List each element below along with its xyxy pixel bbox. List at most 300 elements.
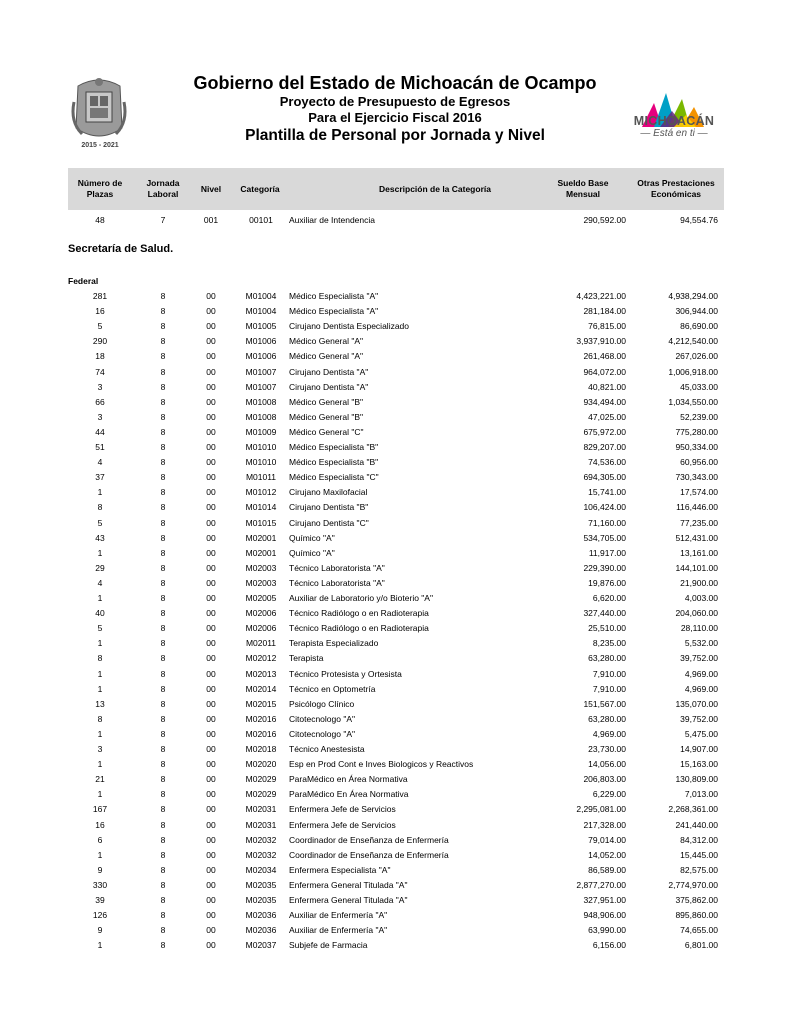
cell-descripcion: Técnico Anestesista <box>289 744 365 754</box>
cell-nivel: 00 <box>206 804 216 815</box>
cell-categoria: M02013 <box>245 668 277 679</box>
cell-otras: 5,475.00 <box>684 728 718 739</box>
cell-categoria: M02031 <box>245 804 277 815</box>
cell-descripcion: Químico "A" <box>289 547 335 558</box>
cell-categoria: M01006 <box>245 336 277 347</box>
cell-plazas: 51 <box>95 442 105 452</box>
cell-otras: 94,554.76 <box>680 215 718 225</box>
cell-nivel: 00 <box>206 895 216 905</box>
cell-plazas: 29 <box>95 562 105 573</box>
cell-otras: 60,956.00 <box>680 457 718 468</box>
cell-otras: 4,003.00 <box>684 593 718 603</box>
cell-categoria: M02014 <box>245 683 277 694</box>
cell-plazas: 290 <box>92 336 108 347</box>
col-sueldo-header: Sueldo Base Mensual <box>557 178 609 199</box>
cell-descripcion: Cirujano Maxilofacial <box>289 487 368 498</box>
cell-descripcion: Terapista Especializado <box>289 638 379 649</box>
col-jornada-header: Jornada Laboral <box>146 178 180 199</box>
table-row <box>68 455 724 469</box>
cell-otras: 267,026.00 <box>675 351 718 362</box>
cell-sueldo: 694,305.00 <box>583 472 626 483</box>
cell-sueldo: 2,877,270.00 <box>576 879 626 890</box>
cell-descripcion: Auxiliar de Laboratorio y/o Bioterio "A" <box>289 593 433 603</box>
cell-otras: 15,445.00 <box>680 849 718 860</box>
cell-sueldo: 948,906.00 <box>583 910 626 921</box>
cell-plazas: 3 <box>97 744 103 754</box>
cell-otras: 17,574.00 <box>680 487 718 498</box>
cell-otras: 5,532.00 <box>684 638 718 649</box>
cell-sueldo: 76,815.00 <box>588 321 626 332</box>
cell-categoria: M01007 <box>245 381 277 392</box>
cell-nivel: 00 <box>206 819 216 830</box>
seal-years: 2015 - 2021 <box>81 142 119 149</box>
cell-nivel: 00 <box>206 759 216 770</box>
cell-categoria: M01005 <box>245 321 277 332</box>
cell-plazas: 9 <box>97 925 103 936</box>
cell-plazas: 8 <box>97 653 103 664</box>
cell-sueldo: 675,972.00 <box>583 426 626 437</box>
cell-otras: 130,809.00 <box>675 774 718 785</box>
cell-jornada: 8 <box>160 834 166 845</box>
cell-descripcion: Médico General "B" <box>289 411 364 422</box>
cell-sueldo: 964,072.00 <box>583 366 626 377</box>
cell-jornada: 8 <box>160 759 166 770</box>
cell-categoria: M02012 <box>245 653 277 664</box>
table-row <box>68 485 724 499</box>
cell-descripcion: Cirujano Dentista Especializado <box>289 321 410 332</box>
cell-categoria: M02029 <box>245 774 277 785</box>
cell-sueldo: 4,423,221.00 <box>576 291 626 301</box>
cell-nivel: 00 <box>206 457 216 468</box>
document-subtitle-3: Plantilla de Personal por Jornada y Nivel <box>245 127 545 144</box>
cell-plazas: 5 <box>97 623 103 634</box>
cell-otras: 306,944.00 <box>675 306 718 317</box>
cell-plazas: 3 <box>97 411 103 422</box>
table-row <box>68 425 724 439</box>
cell-jornada: 8 <box>160 457 166 468</box>
cell-otras: 4,938,294.00 <box>668 291 718 301</box>
col-nivel-header: Nivel <box>200 183 222 194</box>
document-header <box>170 72 620 146</box>
cell-otras: 84,312.00 <box>680 834 718 845</box>
cell-nivel: 00 <box>206 683 216 694</box>
table-row <box>68 365 724 379</box>
cell-otras: 14,907.00 <box>680 744 718 754</box>
cell-descripcion: Enfermera Especialista "A" <box>289 864 391 875</box>
cell-nivel: 00 <box>206 864 216 875</box>
cell-jornada: 8 <box>160 879 166 890</box>
cell-categoria: M01007 <box>245 366 277 377</box>
col-descripcion-header: Descripción de la Categoría <box>379 183 491 194</box>
cell-categoria: M01008 <box>245 411 277 422</box>
cell-otras: 775,280.00 <box>675 426 718 437</box>
cell-sueldo: 217,328.00 <box>583 819 626 830</box>
cell-categoria: M01004 <box>245 291 277 301</box>
cell-otras: 28,110.00 <box>680 623 718 634</box>
logo-text <box>624 114 724 139</box>
cell-plazas: 1 <box>97 668 103 679</box>
cell-otras: 1,006,918.00 <box>668 366 718 377</box>
cell-jornada: 8 <box>160 713 166 724</box>
col-otras-header: Otras Prestaciones Económicas <box>637 178 715 199</box>
table-header <box>68 168 724 210</box>
cell-descripcion: Médico General "A" <box>289 336 364 347</box>
cell-sueldo: 74,536.00 <box>588 457 626 468</box>
cell-jornada: 8 <box>160 683 166 694</box>
cell-descripcion: Técnico Laboratorista "A" <box>289 577 385 588</box>
cell-descripcion: Citotecnologo "A" <box>289 728 356 739</box>
cell-descripcion: Médico General "C" <box>289 426 364 437</box>
cell-jornada: 8 <box>160 593 166 603</box>
cell-nivel: 00 <box>206 291 216 301</box>
cell-jornada: 8 <box>160 442 166 452</box>
cell-sueldo: 86,589.00 <box>588 864 626 875</box>
cell-jornada: 8 <box>160 910 166 921</box>
cell-categoria: M01015 <box>245 517 277 528</box>
cell-plazas: 126 <box>92 910 108 921</box>
table-row <box>68 848 724 862</box>
cell-nivel: 00 <box>206 698 216 709</box>
cell-sueldo: 19,876.00 <box>588 577 626 588</box>
cell-plazas: 281 <box>92 291 108 301</box>
cell-otras: 77,235.00 <box>680 517 718 528</box>
cell-otras: 13,161.00 <box>680 547 718 558</box>
cell-jornada: 8 <box>160 925 166 936</box>
cell-plazas: 43 <box>95 532 105 543</box>
cell-plazas: 8 <box>97 713 103 724</box>
cell-jornada: 8 <box>160 638 166 649</box>
cell-nivel: 00 <box>206 653 216 664</box>
cell-descripcion: ParaMédico En Área Normativa <box>289 789 409 800</box>
cell-jornada: 8 <box>160 668 166 679</box>
cell-plazas: 3 <box>97 381 103 392</box>
cell-otras: 52,239.00 <box>680 411 718 422</box>
cell-sueldo: 3,937,910.00 <box>576 336 626 347</box>
cell-sueldo: 63,280.00 <box>588 653 626 664</box>
table-row <box>68 727 724 741</box>
state-seal-icon <box>68 72 130 152</box>
cell-sueldo: 23,730.00 <box>588 744 626 754</box>
col-plazas-header: Número de Plazas <box>77 178 123 199</box>
cell-otras: 375,862.00 <box>675 895 718 905</box>
cell-categoria: M02035 <box>245 895 277 905</box>
table-row <box>68 319 724 333</box>
cell-descripcion: Técnico Laboratorista "A" <box>289 562 385 573</box>
cell-sueldo: 151,567.00 <box>583 698 626 709</box>
cell-descripcion: ParaMédico en Área Normativa <box>289 774 408 785</box>
table-row <box>68 742 724 756</box>
cell-otras: 204,060.00 <box>675 608 718 619</box>
cell-categoria: M02016 <box>245 713 277 724</box>
cell-jornada: 8 <box>160 698 166 709</box>
table-row <box>68 818 724 832</box>
cell-plazas: 74 <box>95 366 105 377</box>
cell-jornada: 8 <box>160 411 166 422</box>
cell-jornada: 8 <box>160 819 166 830</box>
cell-categoria: M01006 <box>245 351 277 362</box>
cell-nivel: 00 <box>206 713 216 724</box>
cell-plazas: 66 <box>95 396 105 407</box>
cell-jornada: 8 <box>160 547 166 558</box>
cell-jornada: 8 <box>160 396 166 407</box>
cell-descripcion: Técnico Protesista y Ortesista <box>289 668 402 679</box>
table-row <box>68 349 724 363</box>
cell-plazas: 37 <box>95 472 105 483</box>
table-row <box>68 621 724 635</box>
cell-descripcion: Técnico en Optometría <box>289 683 376 694</box>
table-row <box>68 500 724 514</box>
table-row <box>68 289 724 303</box>
cell-nivel: 00 <box>206 849 216 860</box>
cell-plazas: 5 <box>97 321 103 332</box>
cell-categoria: M02011 <box>245 638 277 649</box>
cell-nivel: 00 <box>206 562 216 573</box>
cell-otras: 2,268,361.00 <box>668 804 718 815</box>
table-row <box>68 802 724 816</box>
cell-otras: 241,440.00 <box>675 819 718 830</box>
cell-otras: 6,801.00 <box>684 940 718 951</box>
cell-plazas: 39 <box>95 895 105 905</box>
logo-name: MICHOACÁN <box>633 114 715 128</box>
cell-descripcion: Citotecnologo "A" <box>289 713 356 724</box>
cell-jornada: 8 <box>160 728 166 739</box>
cell-plazas: 1 <box>97 759 103 770</box>
cell-descripcion: Auxiliar de Enfermería "A" <box>289 925 388 936</box>
cell-sueldo: 6,229.00 <box>592 789 626 800</box>
cell-descripcion: Coordinador de Enseñanza de Enfermería <box>289 834 449 845</box>
logo-tagline-text: Está en ti <box>653 128 695 139</box>
cell-plazas: 1 <box>97 728 103 739</box>
cell-sueldo: 534,705.00 <box>583 532 626 543</box>
cell-nivel: 001 <box>203 215 219 225</box>
cell-nivel: 00 <box>206 442 216 452</box>
cell-otras: 15,163.00 <box>680 759 718 770</box>
section-title: Secretaría de Salud. <box>68 243 174 255</box>
cell-jornada: 8 <box>160 653 166 664</box>
table-row <box>68 893 724 907</box>
cell-otras: 950,334.00 <box>675 442 718 452</box>
cell-nivel: 00 <box>206 411 216 422</box>
cell-nivel: 00 <box>206 577 216 588</box>
cell-sueldo: 47,025.00 <box>588 411 626 422</box>
logo-tagline: — Está en ti — <box>640 128 708 139</box>
cell-descripcion: Cirujano Dentista "A" <box>289 381 369 392</box>
cell-nivel: 00 <box>206 381 216 392</box>
col-categoria-header: Categoría <box>240 183 280 194</box>
cell-categoria: M02029 <box>245 789 277 800</box>
cell-sueldo: 2,295,081.00 <box>576 804 626 815</box>
cell-jornada: 8 <box>160 849 166 860</box>
cell-plazas: 1 <box>97 940 103 951</box>
cell-sueldo: 11,917.00 <box>588 547 626 558</box>
cell-otras: 21,900.00 <box>680 577 718 588</box>
table-row <box>68 516 724 530</box>
cell-otras: 730,343.00 <box>675 472 718 483</box>
cell-plazas: 6 <box>97 834 103 845</box>
cell-otras: 116,446.00 <box>676 502 718 513</box>
cell-plazas: 18 <box>95 351 105 362</box>
cell-nivel: 00 <box>206 396 216 407</box>
table-row <box>68 712 724 726</box>
cell-plazas: 1 <box>97 547 103 558</box>
cell-categoria: M02001 <box>245 532 277 543</box>
cell-categoria: M01011 <box>245 472 277 483</box>
table-row <box>68 908 724 922</box>
table-row <box>68 923 724 937</box>
cell-categoria: M02003 <box>245 562 277 573</box>
document-subtitle-2: Para el Ejercicio Fiscal 2016 <box>308 110 482 125</box>
document-subtitle-1: Proyecto de Presupuesto de Egresos <box>279 94 511 109</box>
cell-plazas: 44 <box>95 426 105 437</box>
table-row <box>68 833 724 847</box>
cell-plazas: 330 <box>92 879 108 890</box>
cell-nivel: 00 <box>206 668 216 679</box>
cell-descripcion: Químico "A" <box>289 532 335 543</box>
cell-sueldo: 327,951.00 <box>583 895 626 905</box>
table-row <box>68 546 724 560</box>
cell-nivel: 00 <box>206 517 216 528</box>
document-title: Gobierno del Estado de Michoacán de Ocampo <box>193 73 597 93</box>
cell-otras: 39,752.00 <box>680 713 718 724</box>
cell-categoria: M02032 <box>245 834 277 845</box>
table-row <box>68 636 724 650</box>
cell-descripcion: Médico General "B" <box>289 396 364 407</box>
cell-descripcion: Psicólogo Clínico <box>289 698 355 709</box>
cell-descripcion: Médico Especialista "B" <box>289 442 379 452</box>
cell-jornada: 8 <box>160 774 166 785</box>
cell-plazas: 1 <box>97 849 103 860</box>
cell-descripcion: Enfermera Jefe de Servicios <box>289 819 396 830</box>
cell-plazas: 1 <box>97 683 103 694</box>
cell-descripcion: Enfermera Jefe de Servicios <box>289 804 396 815</box>
cell-categoria: M01010 <box>245 442 277 452</box>
cell-nivel: 00 <box>206 593 216 603</box>
table-row <box>68 787 724 801</box>
table-row <box>68 395 724 409</box>
cell-otras: 144,101.00 <box>675 562 718 573</box>
table-row <box>68 334 724 348</box>
cell-categoria: M02006 <box>245 608 277 619</box>
cell-sueldo: 7,910.00 <box>592 683 626 694</box>
cell-plazas: 16 <box>95 306 105 317</box>
cell-nivel: 00 <box>206 306 216 317</box>
cell-categoria: M02005 <box>245 593 277 603</box>
cell-descripcion: Cirujano Dentista "A" <box>289 366 369 377</box>
cell-nivel: 00 <box>206 502 216 513</box>
cell-sueldo: 6,620.00 <box>592 593 626 603</box>
cell-nivel: 00 <box>206 728 216 739</box>
cell-otras: 74,655.00 <box>680 925 718 936</box>
table-row <box>68 682 724 696</box>
cell-sueldo: 40,821.00 <box>588 381 626 392</box>
cell-nivel: 00 <box>206 744 216 754</box>
cell-descripcion: Cirujano Dentista "C" <box>289 517 369 528</box>
cell-nivel: 00 <box>206 532 216 543</box>
cell-sueldo: 106,424.00 <box>583 502 626 513</box>
cell-otras: 512,431.00 <box>675 532 718 543</box>
cell-jornada: 7 <box>160 215 166 225</box>
cell-otras: 82,575.00 <box>680 864 718 875</box>
table-row <box>68 531 724 545</box>
cell-categoria: M02003 <box>245 577 277 588</box>
cell-descripcion: Enfermera General Titulada "A" <box>289 879 408 890</box>
cell-categoria: M01012 <box>245 487 277 498</box>
table-row <box>68 561 724 575</box>
cell-jornada: 8 <box>160 472 166 483</box>
cell-categoria: M02016 <box>245 728 277 739</box>
cell-plazas: 167 <box>92 804 108 815</box>
cell-sueldo: 25,510.00 <box>588 623 626 634</box>
cell-nivel: 00 <box>206 623 216 634</box>
cell-sueldo: 229,390.00 <box>583 562 626 573</box>
cell-otras: 4,212,540.00 <box>668 336 718 347</box>
cell-nivel: 00 <box>206 910 216 921</box>
table-row <box>68 410 724 424</box>
table-row <box>68 470 724 484</box>
cell-otras: 1,034,550.00 <box>668 396 718 407</box>
cell-nivel: 00 <box>206 366 216 377</box>
cell-plazas: 1 <box>97 638 103 649</box>
cell-otras: 2,774,970.00 <box>668 879 718 890</box>
cell-descripcion: Médico Especialista "A" <box>289 291 379 301</box>
cell-jornada: 8 <box>160 381 166 392</box>
cell-plazas: 5 <box>97 517 103 528</box>
cell-nivel: 00 <box>206 638 216 649</box>
cell-plazas: 9 <box>97 864 103 875</box>
cell-otras: 4,969.00 <box>684 683 718 694</box>
cell-jornada: 8 <box>160 306 166 317</box>
cell-categoria: M02036 <box>245 925 277 936</box>
cell-otras: 45,033.00 <box>680 381 718 392</box>
table-row <box>68 938 724 952</box>
cell-jornada: 8 <box>160 291 166 301</box>
cell-descripcion: Médico Especialista "A" <box>289 306 379 317</box>
cell-categoria: M01010 <box>245 457 277 468</box>
cell-jornada: 8 <box>160 517 166 528</box>
cell-categoria: M02015 <box>245 698 277 709</box>
cell-descripcion: Terapista <box>289 653 324 664</box>
table-row <box>68 757 724 771</box>
subsection-title: Federal <box>68 276 99 286</box>
cell-categoria: M01008 <box>245 396 277 407</box>
cell-plazas: 1 <box>97 487 103 498</box>
cell-categoria: M02020 <box>245 759 277 770</box>
cell-nivel: 00 <box>206 774 216 785</box>
cell-otras: 4,969.00 <box>684 668 718 679</box>
cell-otras: 86,690.00 <box>680 321 718 332</box>
cell-sueldo: 206,803.00 <box>583 774 626 785</box>
cell-plazas: 48 <box>95 215 105 225</box>
cell-nivel: 00 <box>206 426 216 437</box>
cell-categoria: M01009 <box>245 426 277 437</box>
cell-nivel: 00 <box>206 547 216 558</box>
cell-otras: 39,752.00 <box>680 653 718 664</box>
cell-jornada: 8 <box>160 532 166 543</box>
cell-jornada: 8 <box>160 426 166 437</box>
cell-sueldo: 934,494.00 <box>583 396 626 407</box>
cell-sueldo: 290,592.00 <box>583 215 626 225</box>
cell-descripcion: Esp en Prod Cont e Inves Biologicos y Reactivos <box>289 759 474 770</box>
cell-jornada: 8 <box>160 351 166 362</box>
cell-nivel: 00 <box>206 487 216 498</box>
cell-descripcion: Técnico Radiólogo o en Radioterapia <box>289 623 429 634</box>
table-row <box>68 878 724 892</box>
table-row <box>68 697 724 711</box>
cell-sueldo: 15,741.00 <box>588 487 626 498</box>
cell-sueldo: 327,440.00 <box>583 608 626 619</box>
cell-sueldo: 14,052.00 <box>588 849 626 860</box>
cell-descripcion: Médico Especialista "B" <box>289 457 379 468</box>
